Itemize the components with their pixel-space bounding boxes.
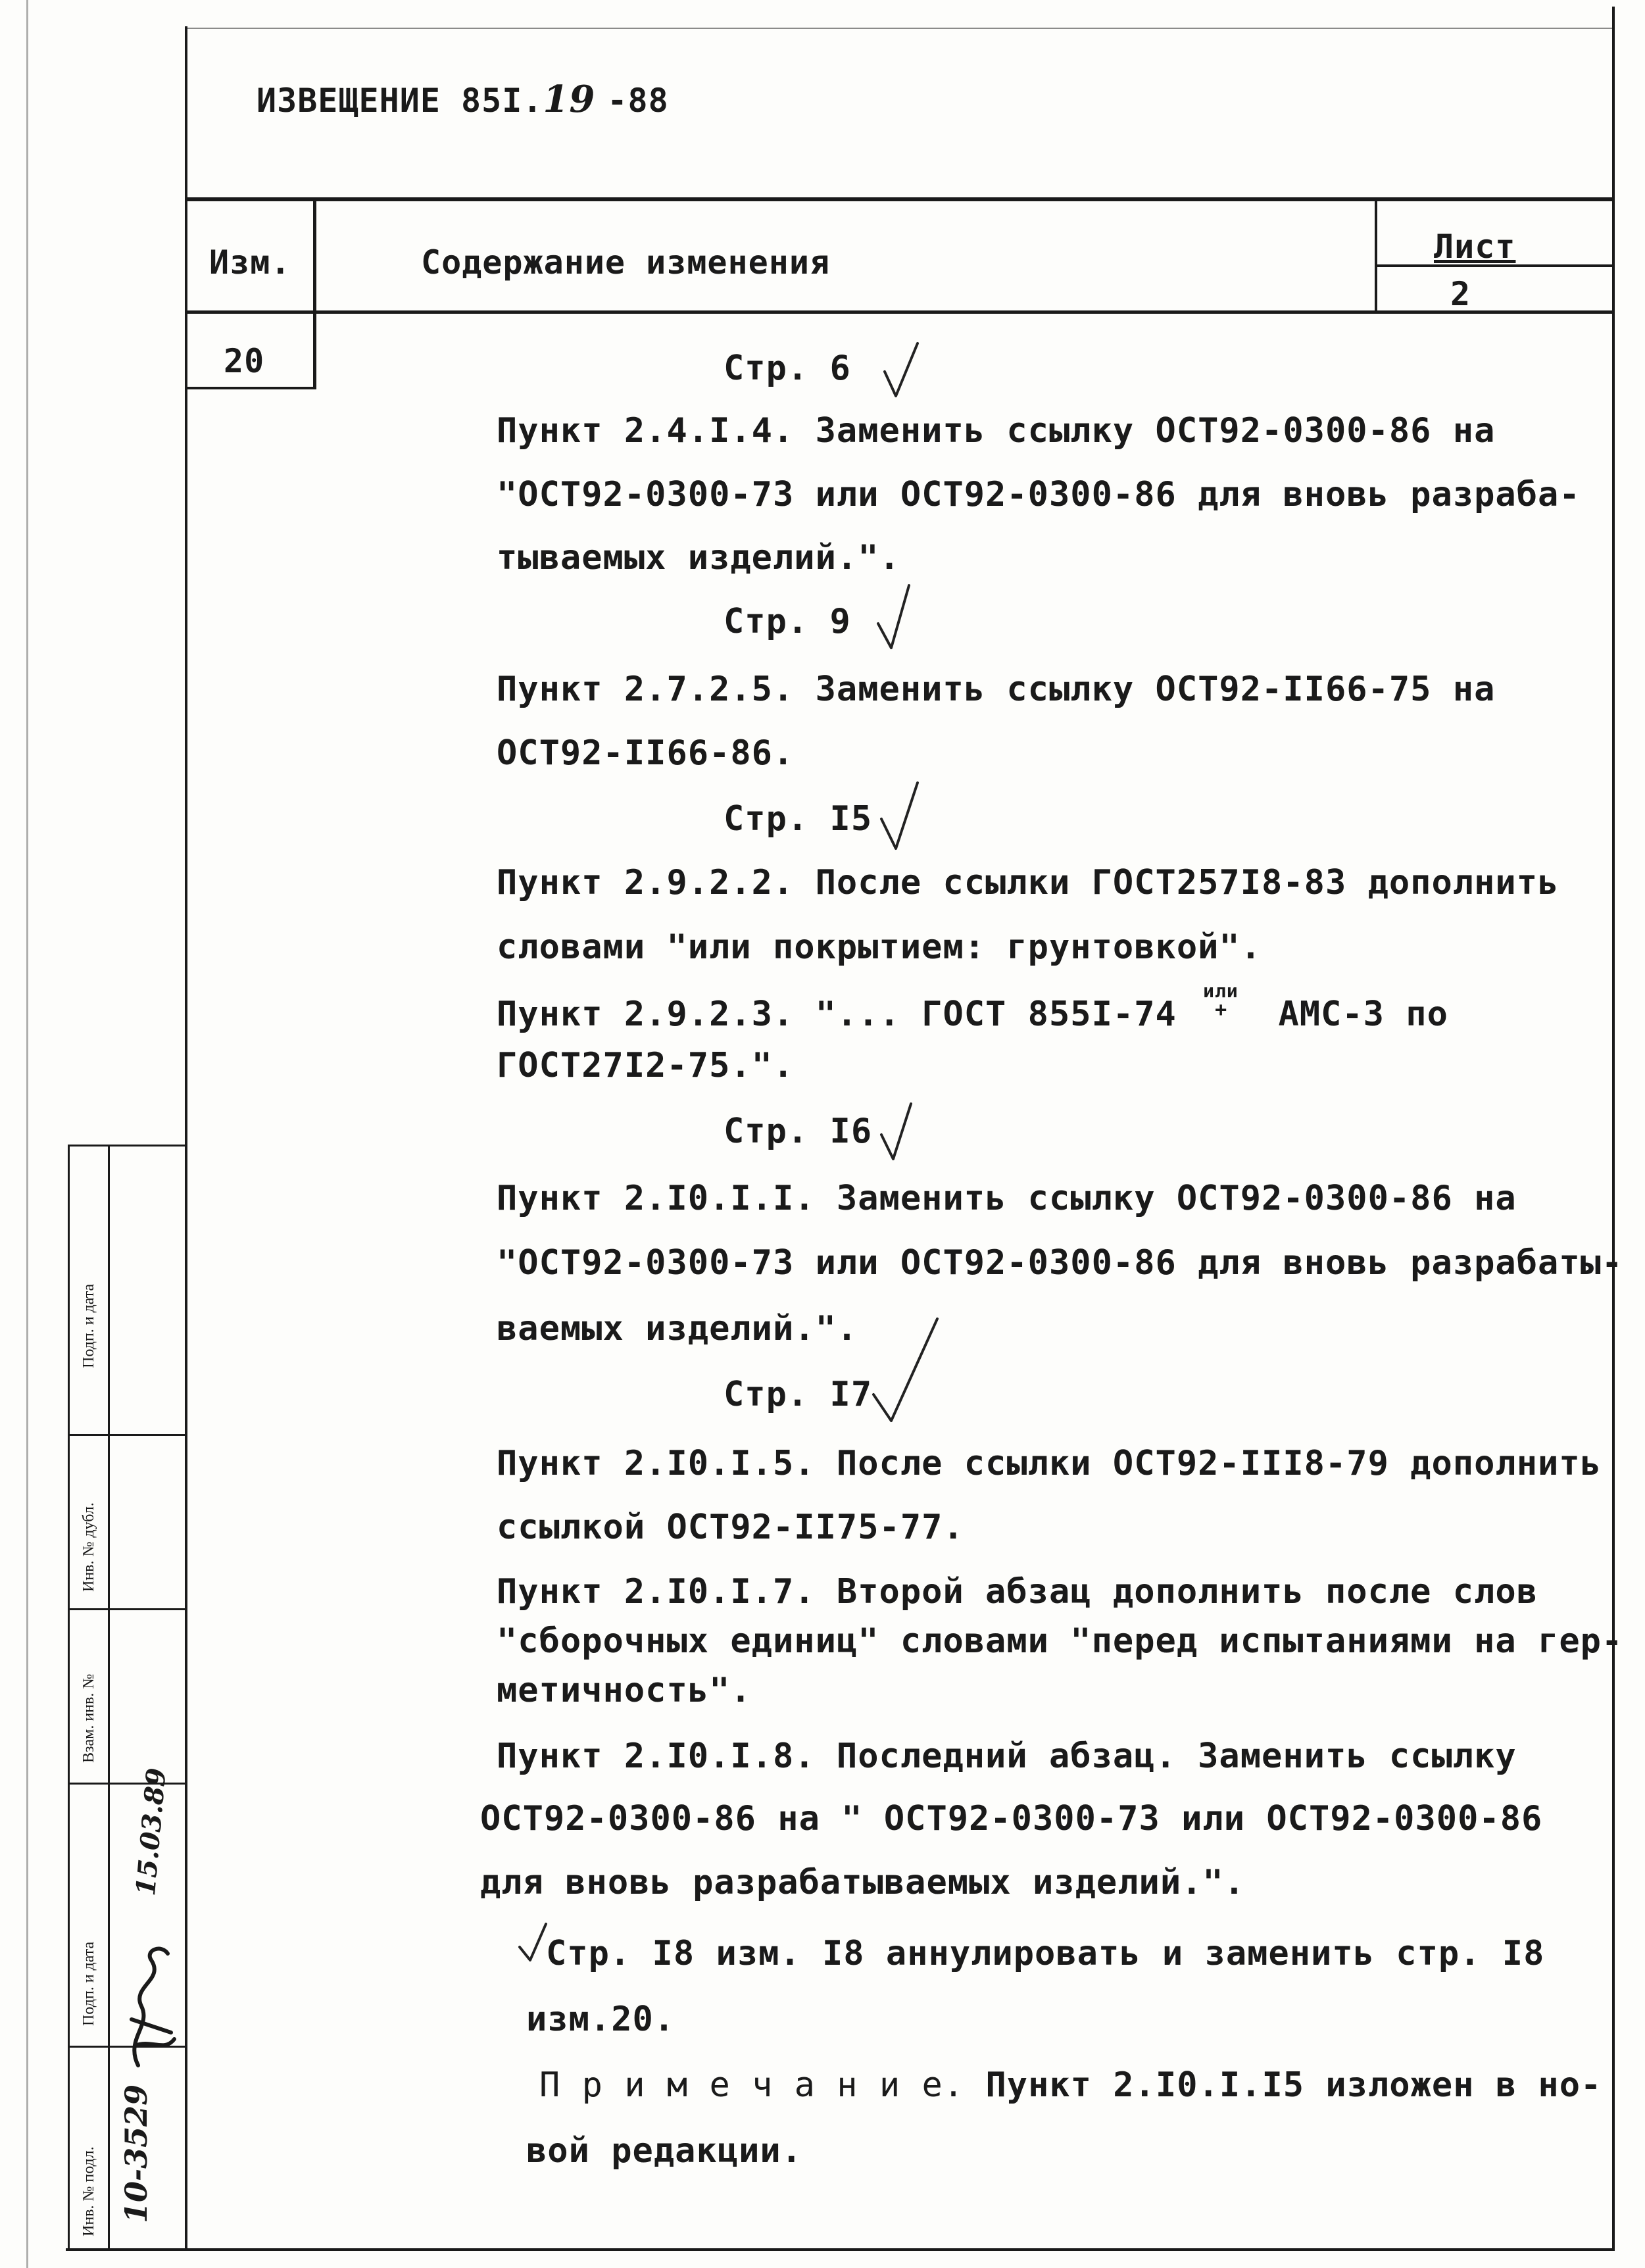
page-ref-16: Стр. I6 [724, 1112, 873, 1151]
item-2-10-1-7-cont1: "сборочных единиц" словами "перед испытаниями на гер- [497, 1621, 1623, 1661]
note-cont: вой редакции. [526, 2131, 802, 2171]
insert-word-or: или [1203, 980, 1239, 1002]
page-ref-18-cancel: Стр. I8 изм. I8 аннулировать и заменить стр. I8 [546, 1934, 1545, 1973]
item-2-9-2-3-text: Пункт 2.9.2.3. "... ГОСТ 855I-74 [497, 995, 1177, 1034]
checkmark-icon [885, 343, 918, 396]
stamp-label-sign-date-1: Подп. и дата [80, 1941, 97, 2026]
item-2-10-1-7: Пункт 2.I0.I.7. Второй абзац дополнить после слов [497, 1572, 1538, 1612]
stamp-inv-number: 10-3529 [118, 2084, 154, 2223]
item-2-9-2-2-cont: словами "или покрытием: грунтовкой". [497, 927, 1262, 967]
header-col-sheet: Лист [1434, 228, 1516, 266]
item-2-10-1-5-cont: ссылкой ОСТ92-II75-77. [497, 1508, 964, 1547]
page-ref-18-cancel-cont: изм.20. [526, 2000, 675, 2039]
item-2-10-1-1: Пункт 2.I0.I.I. Заменить ссылку ОСТ92-0300-86 на [497, 1179, 1517, 1218]
item-2-10-1-8-cont1: ОСТ92-0300-86 на " ОСТ92-0300-73 или ОСТ92-0300-86 [480, 1799, 1543, 1838]
stamp-rule-1 [68, 1434, 186, 1436]
item-2-9-2-2: Пункт 2.9.2.2. После ссылки ГОСТ257I8-83 дополнить [497, 863, 1559, 902]
note-text: Пункт 2.I0.I.I5 изложен в но- [985, 2065, 1602, 2105]
notice-prefix: ИЗВЕЩЕНИЕ 85I. [257, 82, 543, 120]
checkmark-icon [878, 585, 909, 648]
scan-edge-line [26, 0, 28, 2268]
stamp-top-rule [68, 1145, 186, 1146]
checkmark-icon [881, 783, 918, 849]
sheet-number: 2 [1450, 275, 1471, 313]
item-2-7-2-5-cont: ОСТ92-II66-86. [497, 733, 795, 773]
page-ref-6: Стр. 6 [724, 349, 851, 388]
stamp-divider [108, 1145, 110, 2250]
note-label: П р и м е ч а н и е. [539, 2065, 965, 2105]
stamp-border-left [68, 1145, 70, 2250]
header-col-content: Содержание изменения [421, 243, 831, 282]
stamp-rule-2 [68, 1608, 186, 1610]
stamp-label-inv-original: Инв. № подл. [80, 2146, 97, 2236]
item-2-7-2-5: Пункт 2.7.2.5. Заменить ссылку ОСТ92-II66-75 на [497, 670, 1496, 709]
item-2-10-1-8: Пункт 2.I0.I.8. Последний абзац. Заменить ссылку [497, 1737, 1517, 1776]
item-2-9-2-3-text-end: АМС-3 по [1278, 995, 1448, 1034]
item-2-4-1-4: Пункт 2.4.I.4. Заменить ссылку ОСТ92-0300-86 на [497, 411, 1496, 451]
item-2-10-1-5: Пункт 2.I0.I.5. После ссылки ОСТ92-III8-79 дополнить [497, 1444, 1602, 1483]
page-ref-9: Стр. 9 [724, 602, 851, 641]
notice-handwritten-number: 19 [543, 78, 596, 121]
page-ref-15: Стр. I5 [724, 799, 873, 839]
stamp-label-sign-date-2: Подп. и дата [80, 1283, 97, 1368]
item-2-4-1-4-cont2: тываемых изделий.". [497, 538, 900, 578]
stamp-label-replace-inv: Взам. инв. № [80, 1673, 97, 1763]
notice-suffix: -88 [607, 82, 669, 120]
insert-plus-sign: + [1215, 998, 1228, 1022]
checkmark-icon [520, 1924, 546, 1960]
item-2-10-1-7-cont2: метичность". [497, 1671, 752, 1710]
checkmark-icon [873, 1319, 937, 1421]
signature [112, 1940, 184, 2072]
item-2-10-1-1-cont2: ваемых изделий.". [497, 1309, 858, 1348]
item-2-9-2-3-cont: ГОСТ27I2-75.". [497, 1046, 795, 1085]
page-ref-17: Стр. I7 [724, 1375, 873, 1414]
item-2-4-1-4-cont1: "ОСТ92-0300-73 или ОСТ92-0300-86 для вновь разраба- [497, 475, 1581, 514]
header-col-change: Изм. [209, 243, 291, 282]
stamp-date: 15.03.89 [130, 1766, 172, 1898]
item-2-10-1-8-cont2: для вновь разрабатываемых изделий.". [480, 1863, 1246, 1902]
item-2-10-1-1-cont1: "ОСТ92-0300-73 или ОСТ92-0300-86 для вновь разрабаты- [497, 1243, 1623, 1283]
change-number: 20 [224, 342, 265, 380]
stamp-label-inv-duplicate: Инв. № дубл. [80, 1502, 97, 1592]
checkmark-icon [881, 1104, 911, 1159]
